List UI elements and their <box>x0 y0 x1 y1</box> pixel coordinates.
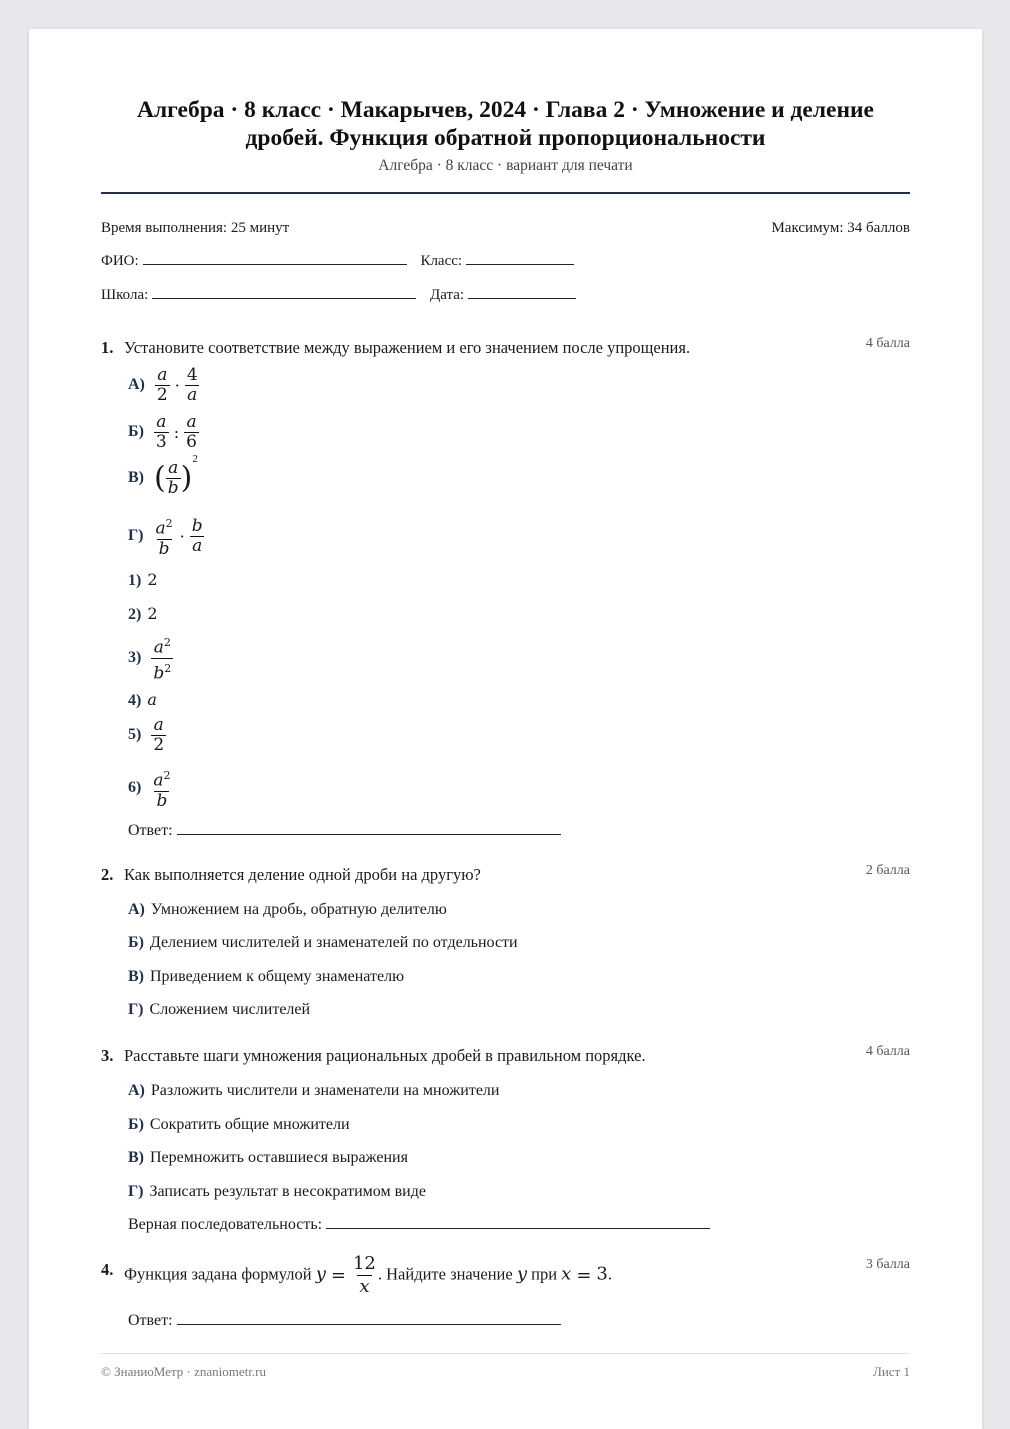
answer-row <box>128 1216 710 1234</box>
answer-row <box>128 1312 561 1330</box>
question-text-part: Функция задана формулой <box>124 1264 312 1284</box>
math-expression: $\frac{a^2}{b^2}$ <box>153 636 172 684</box>
choice-option[interactable] <box>128 934 518 952</box>
question-text: Как выполняется деление одной дроби на другую? <box>124 865 481 884</box>
math-expression: $\frac{a}{2}$ <box>156 365 168 405</box>
option-text: Разложить числители и знаменатели на множители <box>150 1082 500 1099</box>
option-label: 4) <box>128 692 142 709</box>
option-label: 3) <box>128 648 142 666</box>
answer-label: Ответ: <box>128 822 173 839</box>
answer-field[interactable] <box>177 833 561 835</box>
option-text: Делением числителей и знаменателей по отдельности <box>149 934 518 951</box>
option-label: В) <box>128 968 144 985</box>
question-text-part: . Найдите значение <box>377 1264 513 1284</box>
math-expression: $\frac{a^2}{b}$ <box>155 517 173 559</box>
answer-row <box>128 822 561 840</box>
option-text: Сложением числителей <box>149 1001 311 1018</box>
match-right-item <box>128 766 172 811</box>
option-text: Сократить общие множители <box>149 1116 350 1133</box>
option-label: Г) <box>128 527 144 544</box>
math-expression: ( $\frac{a}{b}$ )$^2$ <box>154 452 198 498</box>
question-text: Функция задана формулой y = $\frac{12}{x}$ . Найдите значение y при x = 3. <box>124 1253 612 1297</box>
option-text: Умножением на дробь, обратную делителю <box>150 901 447 918</box>
question-number: 1. <box>101 338 114 357</box>
math-expression: $\frac{a}{3}$ <box>155 412 167 452</box>
option-label: А) <box>128 1082 145 1099</box>
option-value: a <box>147 690 157 709</box>
fio-label: ФИО: <box>101 253 139 269</box>
option-label: 5) <box>128 726 142 744</box>
page-title: Алгебра · 8 класс · Макарычев, 2024 · Глава 2 · Умножение и деление дробей. Функция обратной пропорциональности <box>137 97 874 151</box>
answer-field[interactable] <box>326 1227 710 1229</box>
question-points: 3 балла <box>865 1257 910 1272</box>
option-text: Приведением к общему знаменателю <box>150 968 405 985</box>
match-left-item: А) $\frac{a}{2}$ · $\frac{4}{a}$ <box>128 365 198 405</box>
class-label: Класс: <box>420 253 463 269</box>
choice-option[interactable] <box>128 1001 310 1019</box>
school-field[interactable] <box>152 297 416 299</box>
answer-field[interactable] <box>177 1323 561 1325</box>
choice-option[interactable] <box>128 901 447 919</box>
question-text: Расставьте шаги умножения рациональных дробей в правильном порядке. <box>124 1046 646 1065</box>
match-right-item <box>128 604 158 624</box>
school-label: Школа: <box>101 287 149 303</box>
option-label: 1) <box>128 572 142 589</box>
question-points: 4 балла <box>865 336 910 351</box>
footer-divider <box>101 1353 910 1354</box>
page-subtitle: Алгебра · 8 класс · вариант для печати <box>378 157 633 174</box>
option-label: Б) <box>128 1116 144 1133</box>
question-points: 2 балла <box>865 863 910 878</box>
fio-field[interactable] <box>143 263 407 265</box>
option-label: Б) <box>128 934 144 951</box>
match-right-item <box>128 633 173 683</box>
option-label: Г) <box>128 1183 144 1200</box>
answer-label: Ответ: <box>128 1312 173 1329</box>
question-text-part: при <box>531 1264 558 1284</box>
option-label: 6) <box>128 779 142 796</box>
math-expression: $\frac{b}{a}$ <box>191 515 203 556</box>
option-label: А) <box>128 376 145 394</box>
footer-copyright: © ЗнаниоМетр · znaniometr.ru <box>101 1364 266 1379</box>
worksheet-page <box>29 29 982 1429</box>
sequence-step <box>128 1116 350 1134</box>
math-expression: $\frac{a}{2}$ <box>153 715 165 755</box>
math-expression: $\frac{a^2}{b}$ <box>153 769 171 811</box>
max-score: Максимум: 34 баллов <box>771 220 910 236</box>
time-limit: Время выполнения: 25 минут <box>101 220 290 236</box>
question-text: Установите соответствие между выражением и его значением после упрощения. <box>124 338 691 357</box>
option-text: Записать результат в несократимом виде <box>149 1183 426 1200</box>
match-right-item <box>128 716 166 755</box>
choice-option[interactable] <box>128 968 404 986</box>
option-value: 2 <box>147 570 158 589</box>
option-label: 2) <box>128 606 142 623</box>
match-right-item <box>128 570 158 590</box>
option-label: В) <box>128 469 144 487</box>
sequence-step <box>128 1149 408 1167</box>
option-label: А) <box>128 901 145 918</box>
question-number: 2. <box>101 865 114 884</box>
question-number: 4. <box>101 1260 114 1279</box>
fio-row <box>101 253 574 270</box>
option-text: Перемножить оставшиеся выражения <box>150 1149 408 1166</box>
match-left-item <box>128 452 198 498</box>
math-expression: $\frac{4}{a}$ <box>186 365 198 405</box>
date-field[interactable] <box>468 297 576 299</box>
sequence-step <box>128 1183 426 1201</box>
header-divider <box>101 192 910 194</box>
option-label: В) <box>128 1149 144 1166</box>
class-field[interactable] <box>466 263 574 265</box>
footer-page-number: Лист 1 <box>873 1364 910 1379</box>
option-label: Б) <box>128 423 144 441</box>
question-number: 3. <box>101 1046 114 1065</box>
math-expression: $\frac{a}{6}$ <box>186 412 197 452</box>
school-row <box>101 287 576 304</box>
match-left-item: Б) $\frac{a}{3}$ : $\frac{a}{6}$ <box>128 412 197 452</box>
option-label: Г) <box>128 1001 144 1018</box>
date-label: Дата: <box>430 287 465 303</box>
option-value: 2 <box>147 604 158 623</box>
match-right-item <box>128 690 157 710</box>
answer-label: Верная последовательность: <box>128 1216 323 1233</box>
match-left-item: Г) $\frac{a^2}{b}$ · $\frac{b}{a}$ <box>128 515 203 559</box>
sequence-step <box>128 1082 499 1100</box>
question-points: 4 балла <box>865 1044 910 1059</box>
